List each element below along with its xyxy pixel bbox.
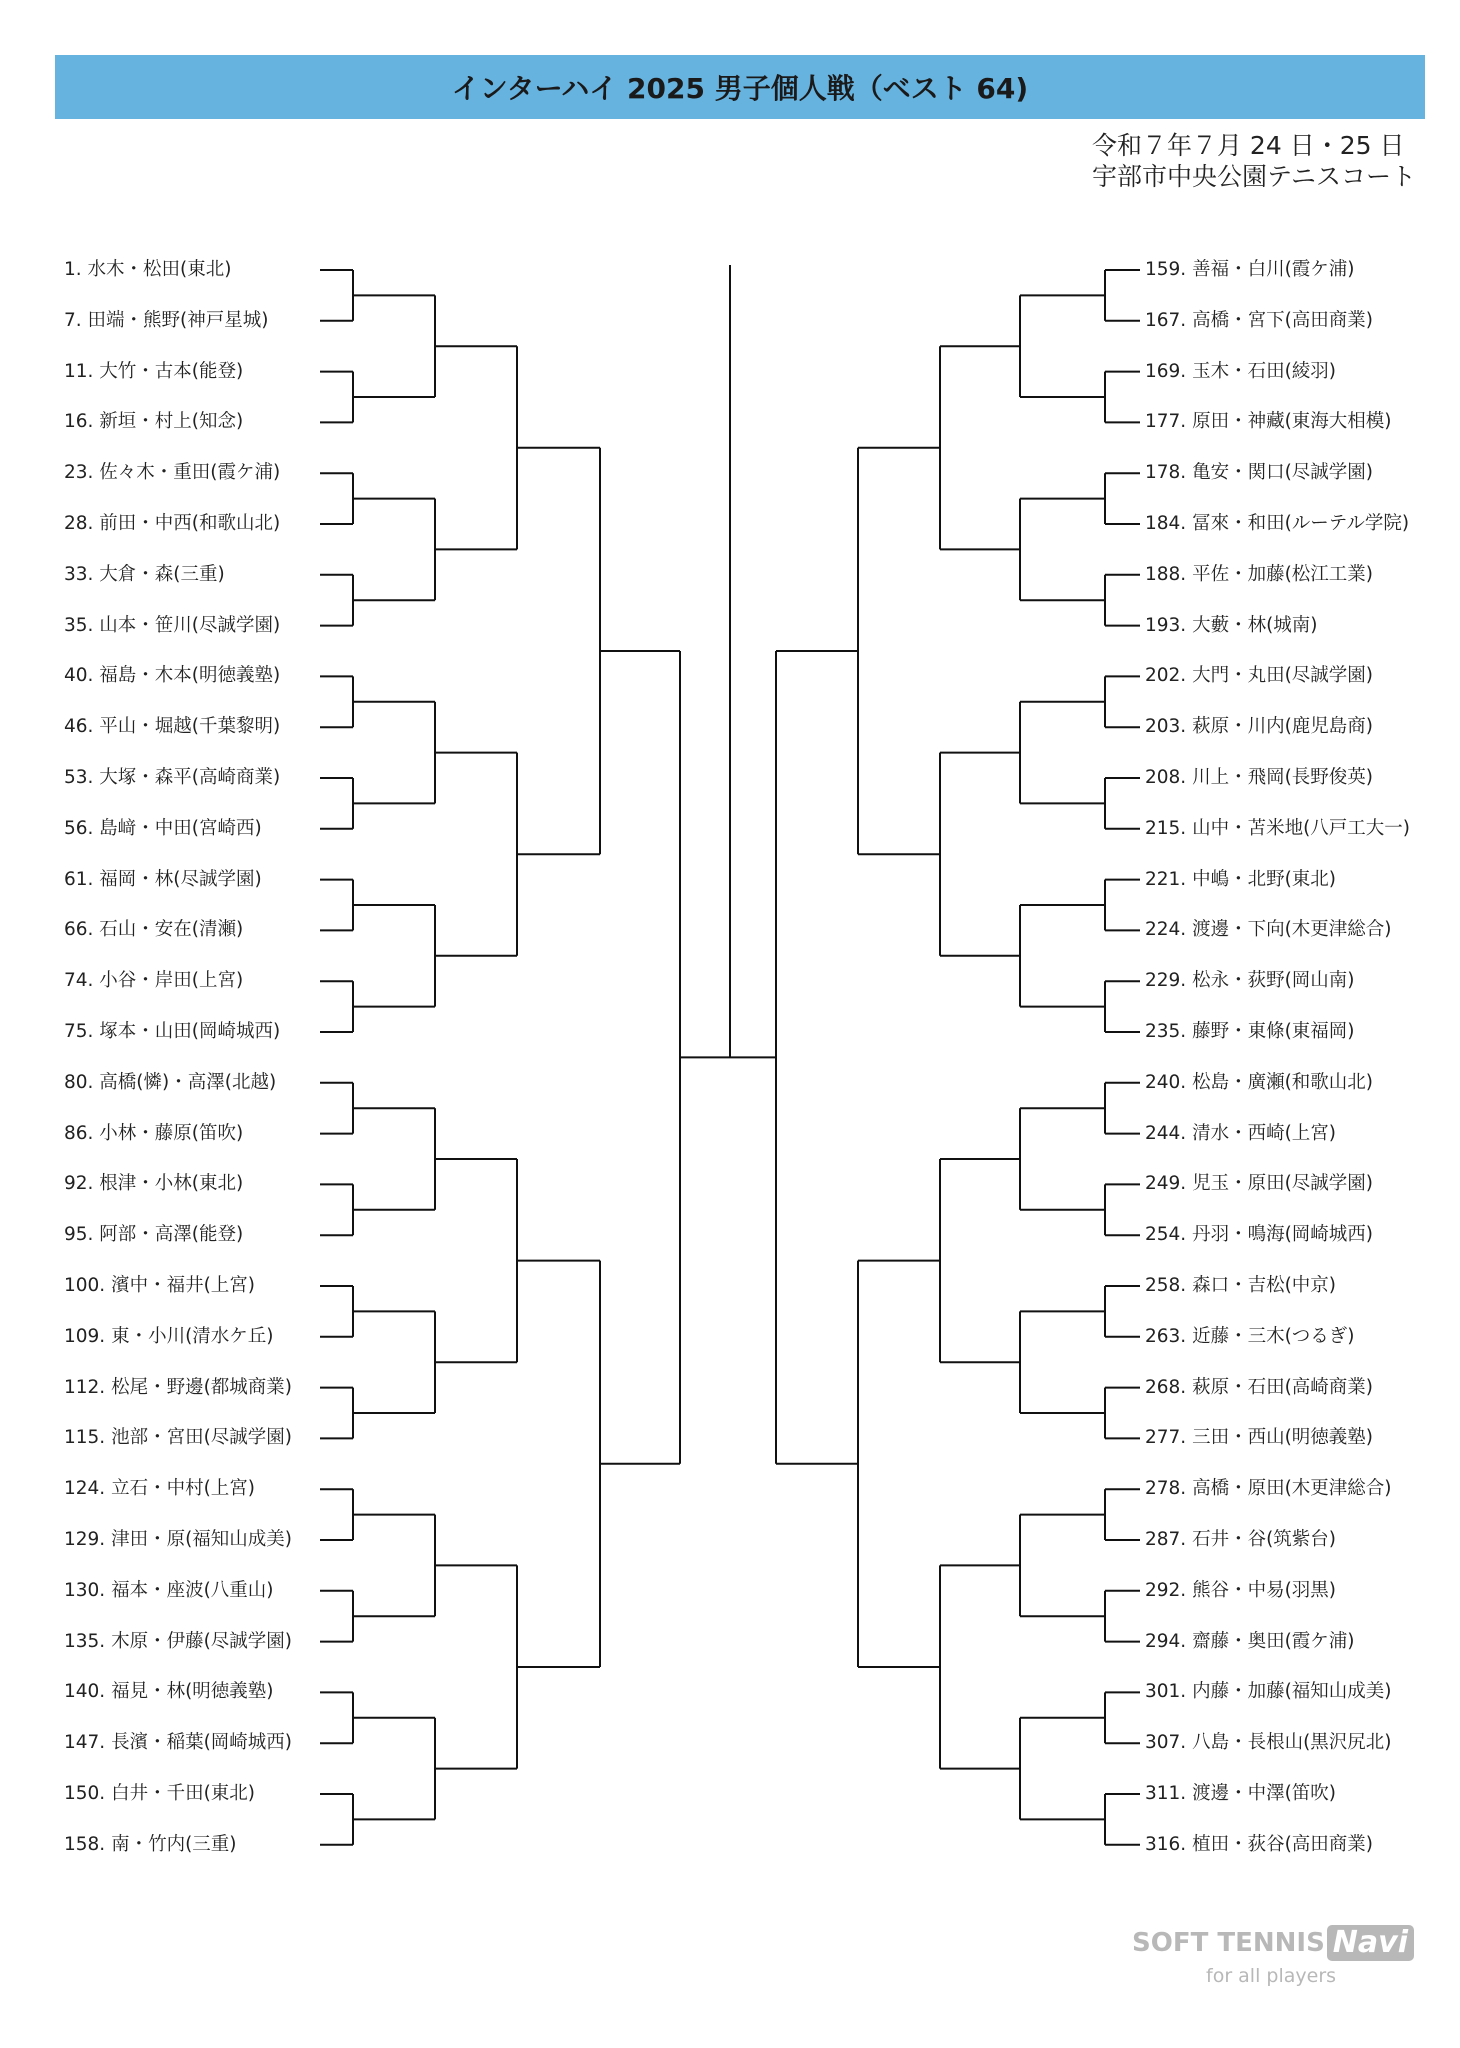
bracket-entry-right: 263. 近藤・三木(つるぎ) <box>1145 1325 1355 1347</box>
bracket-entry-right: 277. 三田・西山(明徳義塾) <box>1145 1427 1374 1449</box>
bracket-entry-right: 193. 大藪・林(城南) <box>1145 614 1318 636</box>
bracket-entry-right: 249. 児玉・原田(尽誠学園) <box>1145 1173 1374 1195</box>
logo-tagline: for all players <box>1206 1965 1337 1987</box>
bracket-entry-left: 66. 石山・安在(清瀬) <box>64 919 244 941</box>
bracket-entry-right: 311. 渡邊・中澤(笛吹) <box>1145 1783 1337 1804</box>
bracket-entry-left: 33. 大倉・森(三重) <box>64 563 225 585</box>
bracket-entry-right: 278. 高橋・原田(木更津総合) <box>1145 1478 1392 1500</box>
bracket-entry-right: 268. 萩原・石田(高崎商業) <box>1145 1376 1374 1398</box>
bracket-entry-right: 254. 丹羽・鳴海(岡崎城西) <box>1145 1224 1374 1246</box>
bracket-entry-left: 61. 福岡・林(尽誠学園) <box>64 868 262 890</box>
bracket-entry-right: 224. 渡邊・下向(木更津総合) <box>1145 919 1392 941</box>
bracket-entry-right: 287. 石井・谷(筑紫台) <box>1145 1529 1337 1550</box>
bracket-entry-left: 75. 塚本・山田(岡崎城西) <box>64 1021 281 1042</box>
bracket-entry-left: 80. 高橋(憐)・高澤(北越) <box>64 1071 277 1093</box>
bracket-entry-left: 129. 津田・原(福知山成美) <box>64 1529 293 1550</box>
bracket-entry-right: 301. 内藤・加藤(福知山成美) <box>1145 1681 1392 1703</box>
bracket-entry-right: 244. 清水・西崎(上宮) <box>1145 1122 1337 1144</box>
bracket-entry-right: 202. 大門・丸田(尽誠学園) <box>1145 665 1374 687</box>
bracket-entry-left: 35. 山本・笹川(尽誠学園) <box>64 614 281 636</box>
event-venue: 宇部市中央公園テニスコート <box>1091 162 1416 191</box>
bracket-entry-left: 124. 立石・中村(上宮) <box>64 1478 256 1500</box>
bracket-entry-right: 159. 善福・白川(霞ケ浦) <box>1145 259 1355 280</box>
bracket-entry-right: 177. 原田・神藏(東海大相模) <box>1145 411 1392 433</box>
bracket-entry-left: 115. 池部・宮田(尽誠学園) <box>64 1427 293 1449</box>
bracket-entry-left: 56. 島﨑・中田(宮崎西) <box>64 817 262 839</box>
bracket-entry-left: 140. 福見・林(明徳義塾) <box>64 1681 274 1703</box>
bracket-entry-right: 240. 松島・廣瀬(和歌山北) <box>1145 1071 1374 1093</box>
bracket-entry-right: 316. 植田・荻谷(高田商業) <box>1145 1833 1374 1855</box>
bracket-entry-right: 294. 齋藤・奥田(霞ケ浦) <box>1145 1630 1355 1652</box>
bracket-entry-right: 184. 冨來・和田(ルーテル学院) <box>1145 513 1410 534</box>
bracket-entry-left: 112. 松尾・野邊(都城商業) <box>64 1376 293 1398</box>
bracket-entry-left: 40. 福島・木本(明徳義塾) <box>64 665 281 687</box>
event-date: 令和７年７月 24 日・25 日 <box>1091 131 1405 160</box>
bracket-entry-right: 208. 川上・飛岡(長野俊英) <box>1145 767 1374 788</box>
bracket-entry-right: 215. 山中・苫米地(八戸工大一) <box>1145 817 1411 839</box>
bracket-entry-left: 11. 大竹・古本(能登) <box>64 360 244 382</box>
bracket-entry-left: 7. 田端・熊野(神戸星城) <box>64 309 269 331</box>
bracket-entry-left: 109. 東・小川(清水ケ丘) <box>64 1325 274 1347</box>
logo-brand-text: SOFT TENNIS <box>1132 1928 1325 1958</box>
bracket-entry-left: 95. 阿部・高澤(能登) <box>64 1224 244 1246</box>
bracket-entry-left: 28. 前田・中西(和歌山北) <box>64 513 281 534</box>
bracket-entry-right: 169. 玉木・石田(綾羽) <box>1145 360 1337 382</box>
bracket-entry-left: 86. 小林・藤原(笛吹) <box>64 1122 244 1144</box>
bracket-entry-left: 158. 南・竹内(三重) <box>64 1833 237 1855</box>
bracket-entry-right: 235. 藤野・東條(東福岡) <box>1145 1021 1355 1042</box>
bracket-entry-right: 307. 八島・長根山(黒沢尻北) <box>1145 1732 1392 1754</box>
bracket-entry-right: 203. 萩原・川内(鹿児島商) <box>1145 716 1374 738</box>
bracket-entry-right: 178. 亀安・関口(尽誠学園) <box>1145 462 1374 484</box>
bracket-entry-left: 23. 佐々木・重田(霞ケ浦) <box>64 462 281 484</box>
bracket-entry-right: 167. 高橋・宮下(高田商業) <box>1145 309 1374 331</box>
bracket-entry-left: 150. 白井・千田(東北) <box>64 1783 256 1804</box>
bracket-entry-left: 147. 長濱・稲葉(岡崎城西) <box>64 1732 293 1754</box>
bracket-entry-right: 188. 平佐・加藤(松江工業) <box>1145 563 1374 585</box>
logo-brand <box>1132 1925 1414 1961</box>
bracket-entry-left: 130. 福本・座波(八重山) <box>64 1579 274 1601</box>
bracket-entry-left: 53. 大塚・森平(高崎商業) <box>64 767 281 788</box>
logo-navi-box: Navi <box>1327 1925 1414 1961</box>
bracket-entry-right: 229. 松永・荻野(岡山南) <box>1145 970 1355 992</box>
bracket-entry-right: 258. 森口・吉松(中京) <box>1145 1275 1337 1296</box>
bracket-entry-left: 92. 根津・小林(東北) <box>64 1173 244 1195</box>
bracket-entry-left: 135. 木原・伊藤(尽誠学園) <box>64 1630 293 1652</box>
bracket-entry-left: 46. 平山・堀越(千葉黎明) <box>64 716 281 738</box>
bracket-entry-left: 100. 濱中・福井(上宮) <box>64 1275 256 1296</box>
bracket-entry-right: 292. 熊谷・中易(羽黒) <box>1145 1579 1337 1601</box>
soft-tennis-navi-logo <box>1132 1925 1422 1995</box>
bracket-entry-left: 1. 水木・松田(東北) <box>64 259 232 280</box>
bracket-entry-left: 74. 小谷・岸田(上宮) <box>64 970 244 992</box>
page-title: インターハイ 2025 男子個人戦（ベスト 64) <box>451 72 1029 105</box>
bracket-entry-left: 16. 新垣・村上(知念) <box>64 411 244 433</box>
bracket-entry-right: 221. 中嶋・北野(東北) <box>1145 868 1337 890</box>
